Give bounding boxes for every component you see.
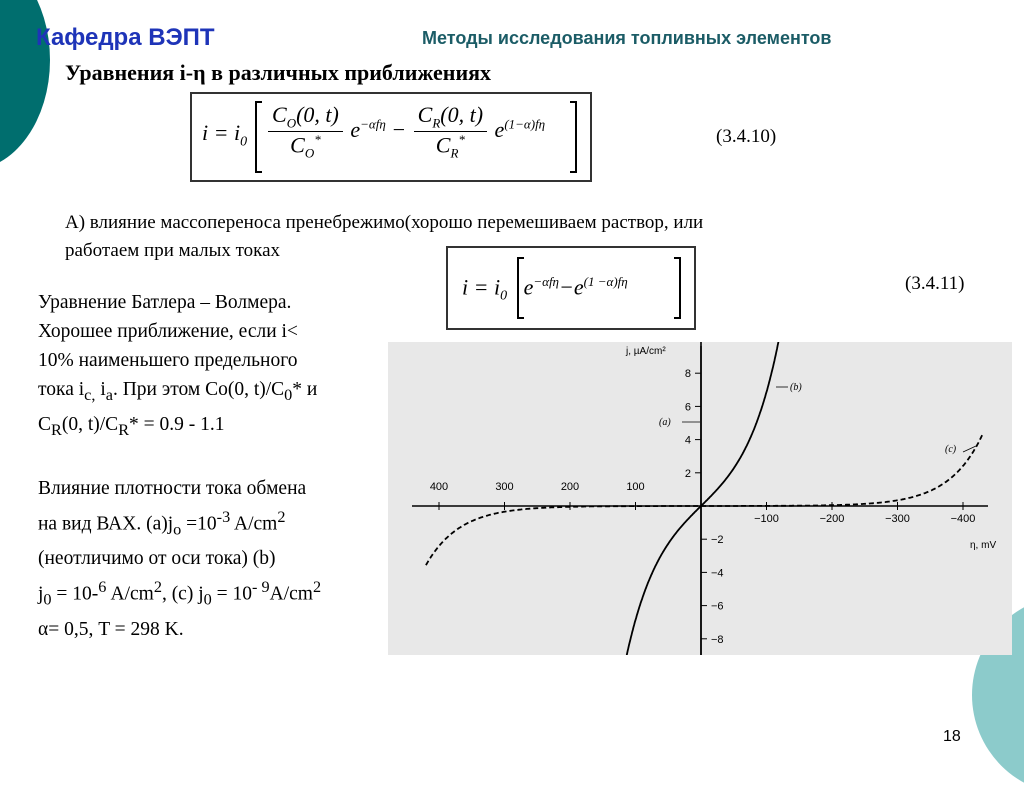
department-title: Кафедра ВЭПТ (36, 24, 215, 51)
desc-line-10: α= 0,5, T = 298 K. (38, 618, 184, 640)
desc-line-2: Хорошее приближение, если i< (38, 321, 298, 342)
equation-2-number: (3.4.11) (905, 273, 965, 294)
left-description (38, 288, 388, 644)
desc-line-1: Уравнение Батлера – Волмера. (38, 292, 292, 313)
x-tick-label: 400 (429, 481, 449, 493)
y-tick-label: −8 (711, 633, 724, 646)
y-tick-label: −2 (711, 534, 724, 547)
y-tick-label: 4 (684, 434, 691, 447)
y-tick-label: 6 (684, 401, 691, 414)
desc-line-8: (неотличимо от оси тока) (b) (38, 548, 276, 570)
x-tick-label: 200 (560, 481, 580, 493)
course-title: Методы исследования топливных элементов (422, 28, 832, 48)
series-b-label: (b) (790, 382, 802, 393)
equation-2-body: $i = i_0$ $e^{-\alpha f\eta}-e^{(1 -\alpha)f\eta}$ (462, 274, 628, 304)
slide-title: Уравнения i-η в различных приближениях (65, 60, 492, 85)
page-number: 18 (943, 728, 961, 745)
series-a-label: (a) (659, 417, 671, 428)
y-axis-label: j, µA/cm² (626, 346, 666, 357)
equation-1-lhs: $i = i_0$ (202, 120, 248, 150)
y-tick-label: −6 (711, 600, 724, 613)
desc-line-3: 10% наименьшего предельного (38, 350, 298, 371)
x-tick-label: −100 (754, 513, 779, 525)
equation-box-2 (446, 246, 696, 330)
y-tick-label: −4 (711, 567, 724, 580)
desc-line-4: тока $i_{c,}$ $i_a$. При этом Co(0, $t)/C_0*$ и (38, 379, 318, 404)
x-tick-label: −300 (885, 513, 910, 525)
x-tick-label: 100 (626, 481, 645, 493)
equation-1-number: (3.4.10) (716, 126, 777, 147)
desc-line-9: $j_0 = 10-^6$ $A/cm^2$, (c) $j_0 = 10^{- 9}A/cm^2$ (38, 578, 322, 609)
desc-line-7: на вид ВАХ. $(a)j_o =10^{-3}$ $A/cm^2$ (38, 507, 286, 539)
section-a-line2: работаем при малых токах (65, 240, 281, 261)
iv-chart (388, 342, 1012, 655)
x-tick-label: −400 (950, 513, 976, 525)
chart-background (388, 342, 1012, 655)
x-tick-label: 300 (495, 481, 514, 493)
series-c-label: (c) (945, 444, 957, 455)
y-tick-label: 2 (684, 467, 691, 480)
x-axis-label: η, mV (970, 540, 997, 551)
desc-line-5: $C_R(0$, $t)/C_R* = 0.9 - 1.1$ (38, 413, 225, 439)
x-tick-label: −200 (819, 513, 845, 525)
y-tick-label: 8 (684, 368, 691, 381)
equation-box-1 (190, 92, 592, 182)
equation-1-body: $\frac{C_O(0, t)}{C_O^*}$ $e^{-\alpha f\eta}$ − $\frac{C_R(0, t)}{C_R^*}$ $e^{(1-\alpha)f\eta}$ (266, 102, 545, 162)
section-a-line1: А) влияние массопереноса пренебрежимо(хорошо перемешиваем раствор, или (65, 212, 704, 233)
desc-line-6: Влияние плотности тока обмена (38, 477, 307, 499)
